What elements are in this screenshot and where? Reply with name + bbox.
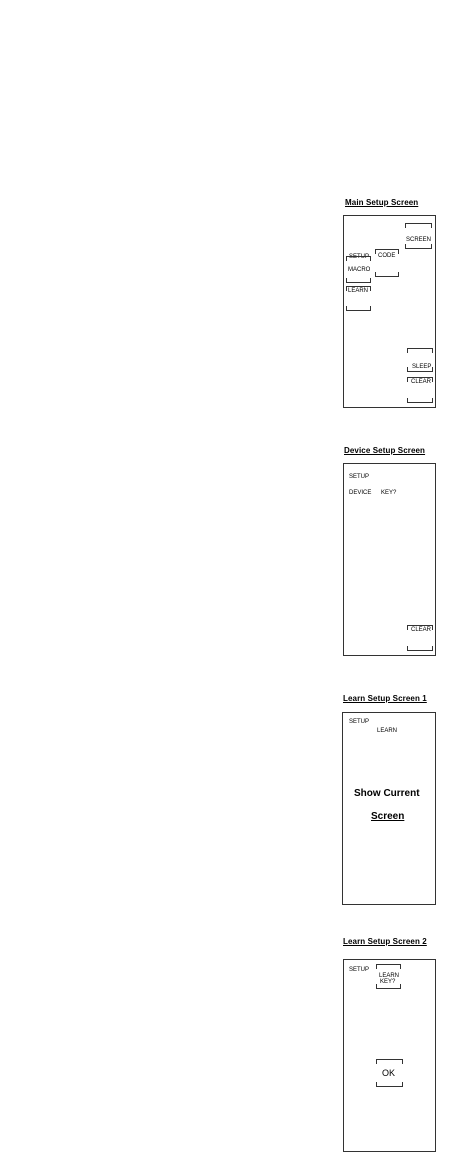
learn-key-button-label-line2: KEY? (380, 979, 396, 985)
learn-button[interactable] (346, 286, 371, 311)
device-setup-screen-panel (343, 463, 436, 656)
setup-label: SETUP (349, 474, 370, 480)
screen-button-label: SCREEN (406, 237, 432, 243)
ok-button-label: OK (382, 1068, 396, 1078)
main-setup-screen-panel (343, 215, 436, 408)
key-prompt-label: KEY? (381, 490, 397, 496)
setup-label: SETUP (349, 719, 370, 725)
screen-message: Screen (371, 811, 405, 822)
code-button-label: CODE (378, 253, 396, 259)
clear-button-label: CLEAR (411, 379, 432, 385)
sleep-button-label: SLEEP (412, 364, 432, 370)
macro-button-label: MACRO (348, 267, 371, 273)
sleep-button[interactable] (407, 348, 433, 372)
device-label: DEVICE (349, 490, 372, 496)
ok-button[interactable] (376, 1059, 403, 1087)
learn-button-label: LEARN (348, 288, 369, 294)
caption-learn-setup-screen-1: Learn Setup Screen 1 (343, 694, 427, 703)
code-button[interactable] (375, 249, 399, 277)
learn-setup-screen-2-panel (343, 959, 436, 1152)
learn-key-button-label-line1: LEARN (379, 973, 400, 979)
caption-learn-setup-screen-2: Learn Setup Screen 2 (343, 937, 427, 946)
clear-button[interactable] (407, 625, 433, 651)
setup-label: SETUP (349, 967, 370, 973)
caption-device-setup-screen: Device Setup Screen (344, 446, 426, 455)
learn-setup-screen-1-panel (342, 712, 436, 905)
learn-label: LEARN (377, 728, 398, 734)
learn-key-button[interactable] (376, 964, 401, 989)
show-current-message: Show Current (354, 788, 420, 799)
clear-button-label: CLEAR (411, 627, 432, 633)
caption-main-setup-screen: Main Setup Screen (345, 198, 419, 207)
macro-button[interactable] (346, 256, 371, 283)
screen-button[interactable] (405, 223, 432, 249)
setup-label: SETUP (349, 254, 370, 260)
clear-button[interactable] (407, 377, 433, 403)
